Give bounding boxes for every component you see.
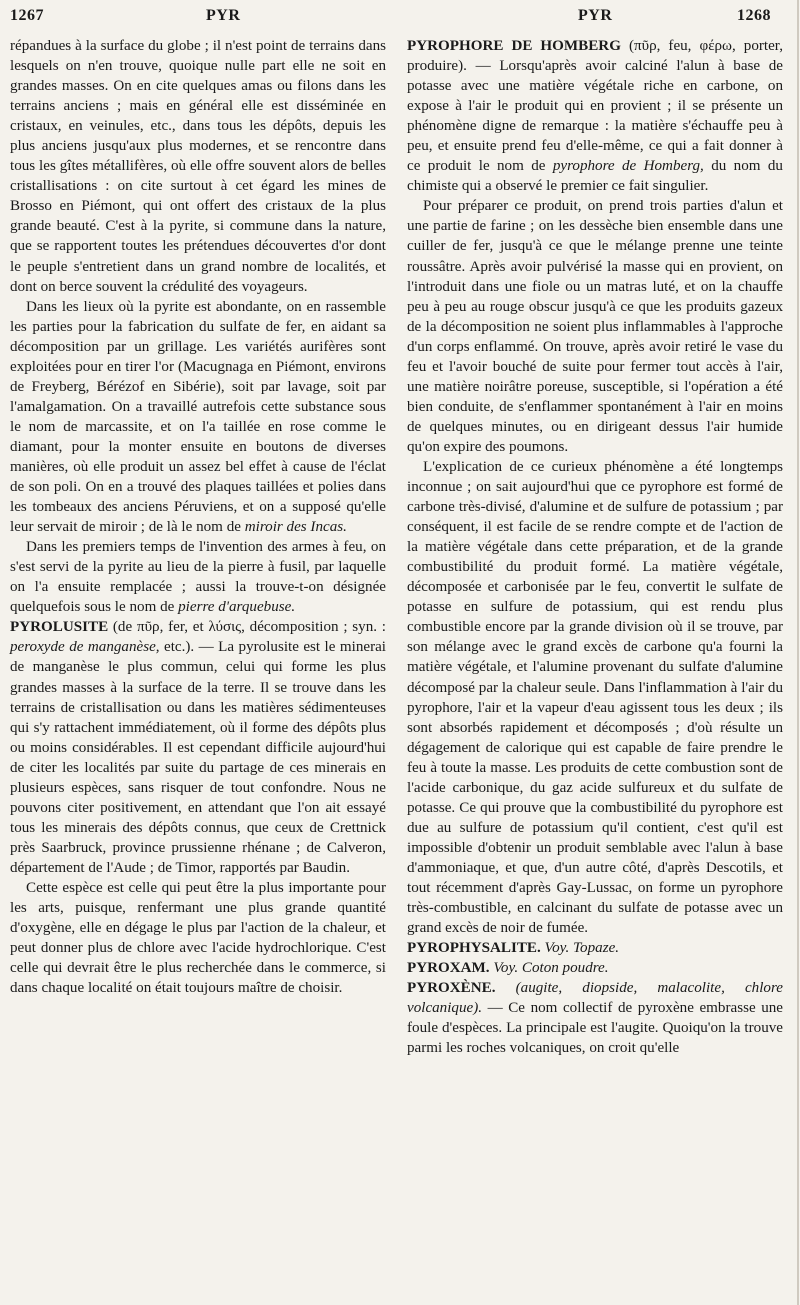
- entry-pyrophysalite: PYROPHYSALITE. Voy. Topaze.: [407, 940, 620, 957]
- paragraph: Pour préparer ce produit, on prend trois parties d'alun et une partie de farine ; on les dessèche bien ensemble dans une cuiller de fer, jusqu'à ce que le mélange prenne une teinte roussâtre. Après avoir pulvérisé la masse qui en provient, on l'introduit dans une fiole ou un matras luté, et on la chauffe peu à peu au rouge obscur jusqu'à ce que les produits gazeux de la décomposition ne soient plus inflammables à l'approche d'un corps enflammé. On trouve, après avoir retiré le vase du feu et l'avoir bouché de suite pour fermer tout accès à l'air, une matière noirâtre poreuse, susceptible, si l'opération a été bien conduite, de s'enflammer spontanément à l'air en moins de quelques minutes, ou en dirigeant dessus l'air humide qu'on expire des poumons.: [407, 198, 783, 455]
- entry-pyroxam: PYROXAM. Voy. Coton poudre.: [407, 960, 609, 977]
- entry-term: PYROXÈNE.: [407, 980, 496, 997]
- entry-pyroxene: PYROXÈNE. (augite, diopside, malacolite, chlore volcanique). — Ce nom collectif de pyroxène embrasse une foule d'espèces. La principale est l'augite. Quoiqu'on la trouve parmi les roches volcaniques, on croit qu'elle: [407, 980, 783, 1057]
- paragraph: Dans les premiers temps de l'invention des armes à feu, on s'est servi de la pyrite au lieu de la pierre à fusil, par laquelle on l'a ensuite remplacée ; aussi la trouve-t-on désignée quelquefois sous le nom de pierre d'arquebuse.: [10, 539, 386, 616]
- entry-term: PYROPHORE DE HOMBERG: [407, 38, 621, 54]
- entry-term: PYROXAM.: [407, 960, 490, 977]
- paragraph: répandues à la surface du globe ; il n'est point de terrains dans lesquels on n'en trouve, quoique nulle part elle ne soit en grandes masses. On en cite quelques amas ou filons dans les terrains anciens ; mais en général elle est disséminée en cristaux, en veinules, etc., dans tous les dépôts, depuis les plus anciens jusqu'aux plus modernes, et se rencontre dans tous les gîtes métallifères, où elle offre souvent alors de belles cristallisations : on cite surtout à cet égard les mines de Brosso en Piémont, qui ont offert des cristaux de la plus grande beauté. C'est à la pyrite, si commune dans la nature, que se rapportent toutes les prétendues découvertes d'or dont le peuple s'entretient dans un grand nombre de localités, et dont on berce souvent la crédulité des voyageurs.: [10, 38, 386, 295]
- right-running-head: PYR: [578, 7, 613, 24]
- paragraph: Dans les lieux où la pyrite est abondante, on en rassemble les parties pour la fabrication du sulfate de fer, en aidant sa décomposition par un grillage. Les variétés aurifères sont exploitées pour en tirer l'or (Macugnaga en Piémont, environs de Freyberg, Bérézof en Sibérie), soit par lavage, soit par l'amalgamation. On a travaillé autrefois cette substance sous le nom de marcassite, et on l'a taillée en rose comme le diamant, pour la monter ensuite en boutons de diverses manières, où elle produit un assez bel effet à cause de l'éclat de son poli. On en a trouvé des plaques taillées et polies dans les tombeaux des anciens Péruviens, et on a supposé qu'elle leur servait de miroir ; de là le nom de miroir des Incas.: [10, 298, 386, 536]
- right-page-number: 1268: [737, 7, 771, 24]
- paragraph: Cette espèce est celle qui peut être la plus importante pour les arts, puisque, renfermant une plus grande quantité d'oxygène, elle en dégage le plus par l'action de la chaleur, et peut donner plus de chlore avec l'acide hydrochlorique. C'est celle qui devrait être le plus recherchée dans le commerce, si dans chaque localité on était toujours maître de choisir.: [10, 879, 386, 997]
- page-edge-rule: [797, 0, 799, 1305]
- entry-term: PYROLUSITE: [10, 619, 109, 636]
- paragraph: L'explication de ce curieux phénomène a été longtemps inconnue ; on sait aujourd'hui que ce pyrophore est formé de carbone très-divisé, d'alumine et de sulfure de potassium ; par conséquent, il est facile de se rendre compte et de l'action de la matière végétale dans cette préparation, et de la grande combustibilité du produit formé. La matière végétale, décomposée et carbonisée par le feu, convertit le sulfate de potasse en sulfure de potassium, qui est rendu plus combustible encore par la grande division où il se trouve, par son mélange avec le grand excès de carbone qu'a fourni la matière végétale, et l'alumine provenant du sulfate d'alumine décomposé par la chaleur seule. Dans l'inflammation à l'air du pyrophore, l'air et la vapeur d'eau agissent tous les deux ; ils sont absorbés rapidement et décomposés ; d'où résulte un dégagement de calorique qui est capable de faire prendre le feu à toute la masse. Les produits de cette combustion sont de l'acide carbonique, du gaz acide sulfureux et du sulfate de potasse. Ce qui prouve que la combustibilité du pyrophore est due au sulfure de potassium qu'il contient, c'est qu'il est impossible d'obtenir un produit semblable avec l'alun à base d'ammoniaque, et que, d'un autre côté, d'après Descotils, et tout récemment d'après Gay-Lussac, on forme un pyrophore très-combustible, en calcinant du sulfate de potasse avec un grand excès de noir de fumée.: [407, 458, 783, 937]
- entry-term: PYROPHYSALITE.: [407, 940, 541, 957]
- left-page-number: 1267: [10, 7, 44, 24]
- left-running-head: PYR: [206, 7, 241, 24]
- right-column: [407, 36, 783, 1058]
- entry-pyrolusite: PYROLUSITE (de πῦρ, fer, et λύσις, décomposition ; syn. : peroxyde de manganèse, etc.). — La pyrolusite est le minerai de manganèse le plus commun, celui qui forme les plus grandes masses à la surface de la terre. Il se trouve dans les terrains de cristallisation ou dans les matières sédimenteuses qui s'y rattachent immédiatement, où il forme des dépôts plus ou moins considérables. Il est cependant difficile aujourd'hui de citer les localités par suite du partage de ces minerais en plusieurs espèces, sans risquer de tout confondre. Nous ne pouvons citer positivement, en attendant que l'on ait essayé tous les minerais des dépôts connus, que ceux de Crettnick près Saarbruck, province prussienne rhénane ; de Calveron, département de l'Aude ; de Timor, rapportés par Baudin.: [10, 619, 386, 876]
- left-column: [10, 36, 386, 998]
- entry-pyrophore: PYROPHORE DE HOMBERG (πῦρ, feu, φέρω, porter, produire). — Lorsqu'après avoir calciné l'alun à base de potasse avec une matière végétale riche en carbone, on expose à l'air le produit qui en provient ; il se présente un phénomène digne de remarque : la matière s'échauffe peu à peu, et ensuite prend feu d'elle-même, ce qui a fait donner à ce produit le nom de pyrophore de Homberg, du nom du chimiste qui a observé le premier ce fait singulier.: [407, 38, 783, 195]
